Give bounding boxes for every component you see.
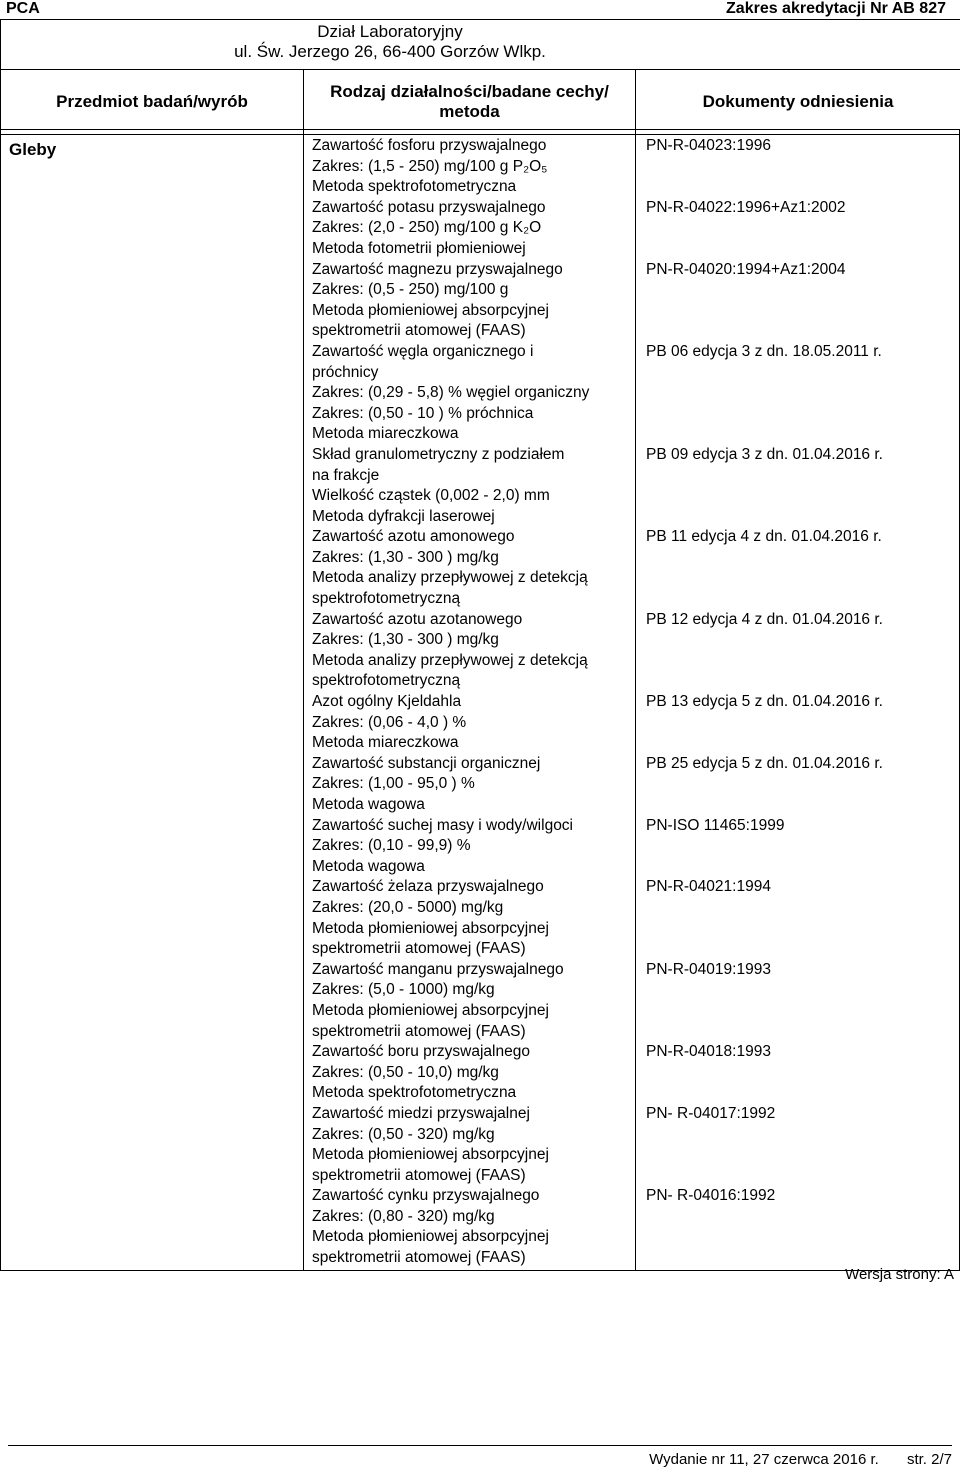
reference-document — [646, 198, 958, 260]
activity-line: Zawartość żelaza przyswajalnego — [312, 878, 544, 896]
page-version: Wersja strony: A — [845, 1266, 954, 1283]
reference-document-code: PN- R-04016:1992 — [646, 1187, 776, 1205]
activity-line: Metoda miareczkowa — [312, 734, 459, 752]
activity-line: Azot ogólny Kjeldahla — [312, 693, 462, 711]
activity-item — [312, 754, 634, 816]
activity-line: spektrometrii atomowej (FAAS) — [312, 940, 526, 958]
reference-document-code: PN-R-04022:1996+Az1:2002 — [646, 198, 846, 216]
org-abbreviation: PCA — [6, 0, 40, 17]
activity-line: spektrometrii atomowej (FAAS) — [312, 1249, 526, 1267]
activity-line: Metoda wagowa — [312, 857, 425, 875]
activity-line: Metoda spektrofotometryczna — [312, 178, 517, 196]
activity-line: Metoda miareczkowa — [312, 425, 459, 443]
reference-document — [646, 1042, 958, 1104]
reference-document — [646, 610, 958, 692]
activity-line: spektrometrii atomowej (FAAS) — [312, 322, 526, 340]
edition-info: Wydanie nr 11, 27 czerwca 2016 r. — [649, 1451, 879, 1468]
activity-line: Zawartość azotu amonowego — [312, 528, 515, 546]
activity-line: Zakres: (1,30 - 300 ) mg/kg — [312, 548, 499, 566]
reference-document-code: PN-R-04019:1993 — [646, 960, 771, 978]
activity-line: Zakres: (20,0 - 5000) mg/kg — [312, 898, 504, 916]
activity-item — [312, 877, 634, 959]
column-header-subject: Przedmiot badań/wyrób — [1, 70, 304, 135]
activity-line: Zakres: (0,50 - 320) mg/kg — [312, 1125, 495, 1143]
activity-line: Zawartość magnezu przyswajalnego — [312, 260, 563, 278]
activity-line: Zakres: (0,10 - 99,9) % — [312, 837, 471, 855]
activity-line: Metoda płomieniowej absorpcyjnej — [312, 301, 549, 319]
activity-line: Zawartość suchej masy i wody/wilgoci — [312, 816, 574, 834]
reference-document — [646, 260, 958, 342]
activity-line: Metoda fotometrii płomieniowej — [312, 239, 526, 257]
activity-line: Metoda płomieniowej absorpcyjnej — [312, 919, 549, 937]
column-header-activity: Rodzaj działalności/badane cechy/ metoda — [304, 70, 636, 135]
activity-line: Zawartość potasu przyswajalnego — [312, 198, 546, 216]
activity-line: spektrofotometryczną — [312, 590, 461, 608]
activity-line: Zakres: (1,30 - 300 ) mg/kg — [312, 631, 499, 649]
activities-cell — [304, 130, 636, 1271]
activity-line: Zakres: (1,5 - 250) mg/100 g P₂O₅ — [312, 157, 548, 175]
lab-street-address: ul. Św. Jerzego 26, 66-400 Gorzów Wlkp. — [234, 42, 546, 61]
activity-line: Zakres: (2,0 - 250) mg/100 g K₂O — [312, 219, 542, 237]
activity-item — [312, 1042, 634, 1104]
reference-document-code: PN-R-04023:1996 — [646, 137, 771, 154]
activity-line: Metoda płomieniowej absorpcyjnej — [312, 1228, 549, 1246]
page-footer — [625, 1451, 952, 1468]
activity-line: Zawartość fosforu przyswajalnego — [312, 137, 547, 154]
reference-document — [646, 960, 958, 1042]
activity-line: Zawartość węgla organicznego i — [312, 342, 534, 360]
activity-item — [312, 1186, 634, 1268]
activity-item — [312, 692, 634, 754]
reference-document-code: PB 25 edycja 5 z dn. 01.04.2016 r. — [646, 754, 883, 772]
activity-item — [312, 816, 634, 878]
activity-item — [312, 1104, 634, 1186]
activity-line: Wielkość cząstek (0,002 - 2,0) mm — [312, 487, 550, 505]
reference-document — [646, 527, 958, 609]
reference-document — [646, 342, 958, 445]
activity-line: na frakcje — [312, 466, 380, 484]
activity-item — [312, 198, 634, 260]
activity-line: Zawartość miedzi przyswajalnej — [312, 1104, 530, 1122]
tests-row — [1, 130, 960, 1271]
activity-line: Metoda płomieniowej absorpcyjnej — [312, 1001, 549, 1019]
activity-line: spektrometrii atomowej (FAAS) — [312, 1022, 526, 1040]
activity-line: Metoda analizy przepływowej z detekcją — [312, 569, 588, 587]
activity-line: spektrometrii atomowej (FAAS) — [312, 1166, 526, 1184]
reference-document-code: PB 13 edycja 5 z dn. 01.04.2016 r. — [646, 693, 883, 711]
activity-line: Zawartość manganu przyswajalnego — [312, 960, 564, 978]
reference-document-code: PN-R-04021:1994 — [646, 878, 771, 896]
activity-item — [312, 960, 634, 1042]
reference-document-code: PN-ISO 11465:1999 — [646, 816, 785, 834]
activity-line: Zakres: (1,00 - 95,0 ) % — [312, 775, 475, 793]
reference-document — [646, 445, 958, 527]
activity-item — [312, 445, 634, 527]
tests-table — [0, 129, 960, 1271]
activity-line: Zawartość boru przyswajalnego — [312, 1043, 530, 1061]
activity-line: Zakres: (0,80 - 320) mg/kg — [312, 1207, 495, 1225]
activity-item — [312, 342, 634, 445]
reference-document — [646, 692, 958, 754]
column-header-row — [1, 70, 960, 135]
activity-line: Metoda dyfrakcji laserowej — [312, 507, 495, 525]
footer-divider — [8, 1445, 952, 1446]
documents-cell — [636, 130, 960, 1271]
reference-document — [646, 1186, 958, 1268]
activity-item — [312, 527, 634, 609]
reference-document — [646, 136, 958, 198]
activity-item — [312, 260, 634, 342]
activity-line: Metoda spektrofotometryczna — [312, 1084, 517, 1102]
reference-document — [646, 1104, 958, 1186]
reference-document-code: PN-R-04020:1994+Az1:2004 — [646, 260, 846, 278]
activity-line: Metoda płomieniowej absorpcyjnej — [312, 1146, 549, 1164]
activity-line: Metoda analizy przepływowej z detekcją — [312, 651, 588, 669]
reference-document-code: PB 11 edycja 4 z dn. 01.04.2016 r. — [646, 528, 882, 546]
subject-cell: Gleby — [1, 130, 304, 1271]
reference-document — [646, 877, 958, 959]
lab-address — [120, 22, 660, 62]
reference-document — [646, 754, 958, 816]
activity-line: spektrofotometryczną — [312, 672, 461, 690]
activity-line: Zakres: (0,06 - 4,0 ) % — [312, 713, 467, 731]
reference-document-code: PB 12 edycja 4 z dn. 01.04.2016 r. — [646, 610, 883, 628]
activity-line: Zakres: (5,0 - 1000) mg/kg — [312, 981, 495, 999]
activity-item — [312, 610, 634, 692]
activity-line: Zawartość azotu azotanowego — [312, 610, 523, 628]
reference-document-code: PN-R-04018:1993 — [646, 1043, 771, 1061]
activity-line: Zakres: (0,5 - 250) mg/100 g — [312, 281, 509, 299]
activity-line: Zawartość cynku przyswajalnego — [312, 1187, 540, 1205]
activity-item — [312, 136, 634, 198]
column-header-docs: Dokumenty odniesienia — [636, 70, 960, 135]
activity-line: Skład granulometryczny z podziałem — [312, 445, 565, 463]
activity-line: Zakres: (0,50 - 10 ) % próchnica — [312, 404, 534, 422]
reference-document-code: PB 09 edycja 3 z dn. 01.04.2016 r. — [646, 445, 883, 463]
reference-document-code: PN- R-04017:1992 — [646, 1104, 776, 1122]
activity-line: Zawartość substancji organicznej — [312, 754, 541, 772]
reference-document-code: PB 06 edycja 3 z dn. 18.05.2011 r. — [646, 342, 882, 360]
accreditation-scope-number: Zakres akredytacji Nr AB 827 — [726, 0, 946, 17]
activity-line: Zakres: (0,29 - 5,8) % węgiel organiczny — [312, 384, 590, 402]
reference-document — [646, 816, 958, 878]
activity-line: Metoda wagowa — [312, 796, 425, 813]
activity-line: Zakres: (0,50 - 10,0) mg/kg — [312, 1063, 499, 1081]
lab-department: Dział Laboratoryjny — [317, 22, 463, 41]
page-number: str. 2/7 — [906, 1451, 952, 1468]
activity-line: próchnicy — [312, 363, 379, 381]
